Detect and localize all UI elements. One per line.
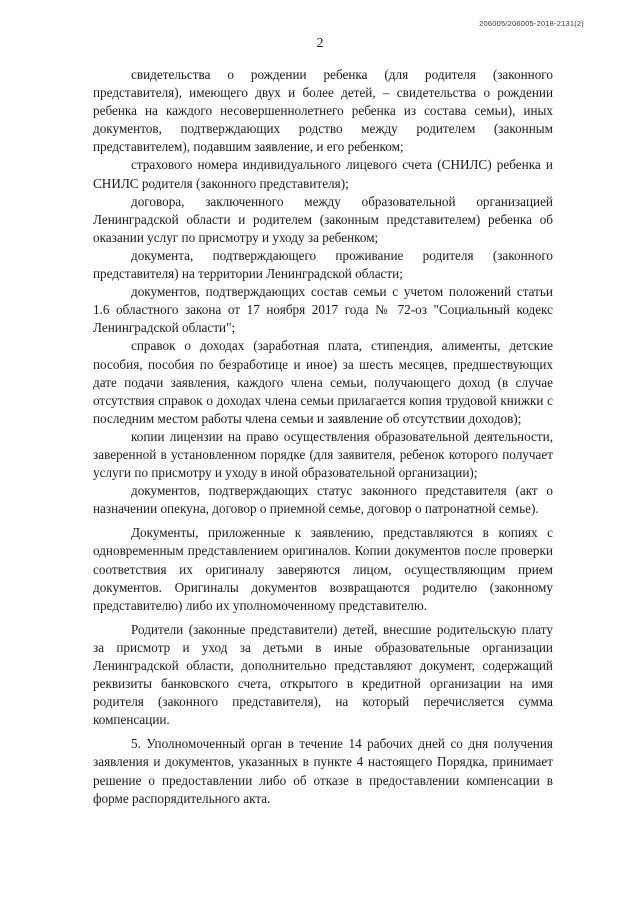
document-registration-stamp: 206005/206005-2018-2131(2)	[479, 19, 584, 28]
paragraph-bank-details: Родители (законные представители) детей, внесшие родительскую плату за присмотр и уход за детьми в иные образовательные организации Ленинградской области, дополнительно представляют документ, содержащий реквизиты банковского счета, открытого в кредитной организации на имя родителя (законного представителя), на который перечисляется сумма компенсации.	[93, 621, 553, 728]
paragraph-income-certificates: справок о доходах (заработная плата, стипендия, алименты, детские пособия, пособия по безработице и иное) за шесть месяцев, предшествующих дате подачи заявления, каждого члена семьи, получающего доход (в случае отсутствия справок о доходах члена семьи прилагается копия трудовой книжки с последним местом работы члена семьи и заявление об отсутствии доходов);	[93, 338, 553, 426]
document-body	[93, 66, 553, 808]
paragraph-family-composition: документов, подтверждающих состав семьи с учетом положений статьи 1.6 областного закона от 17 ноября 2017 года № 72-оз "Социальный кодекс Ленинградской области";	[93, 284, 553, 336]
paragraph-residence: документа, подтверждающего проживание родителя (законного представителя) на территории Ленинградской области;	[93, 247, 553, 282]
paragraph-copies: Документы, приложенные к заявлению, представляются в копиях с одновременным представлением оригиналов. Копии документов после проверки соответствия их оригиналу заверяются лицом, осуществляющим прием документов. Оригиналы документов возвращаются родителю (законному представителю) либо их уполномоченному представителю.	[93, 525, 553, 613]
paragraph-contract: договора, заключенного между образовательной организацией Ленинградской области и родителем (законным представителем) ребенка об оказании услуг по присмотру и уходу за ребенком;	[93, 193, 553, 245]
paragraph-license-copy: копии лицензии на право осуществления образовательной деятельности, заверенной в установленном порядке (для заявителя, ребенок которого получает услуги по присмотру и уходу в иной образовательной организации);	[93, 428, 553, 481]
paragraph-snils: страхового номера индивидуального лицевого счета (СНИЛС) ребенка и СНИЛС родителя (законного представителя);	[93, 157, 553, 191]
paragraph-decision-term: 5. Уполномоченный орган в течение 14 рабочих дней со дня получения заявления и документов, указанных в пункте 4 настоящего Порядка, принимает решение о предоставлении либо об отказе в предоставлении компенсации в форме распорядительного акта.	[93, 736, 553, 806]
paragraph-birth-certificate: свидетельства о рождении ребенка (для родителя (законного представителя), имеющего двух и более детей, – свидетельства о рождении ребенка на каждого несовершеннолетнего ребенка из состава семьи), иных документов, подтверждающих родство между родителем (законным представителем), подавшим заявление, и его ребенком;	[93, 67, 553, 155]
page-number: 2	[316, 36, 324, 51]
paragraph-legal-status: документов, подтверждающих статус законного представителя (акт о назначении опекуна, договор о приемной семье, договор о патронатной семье).	[93, 483, 553, 517]
